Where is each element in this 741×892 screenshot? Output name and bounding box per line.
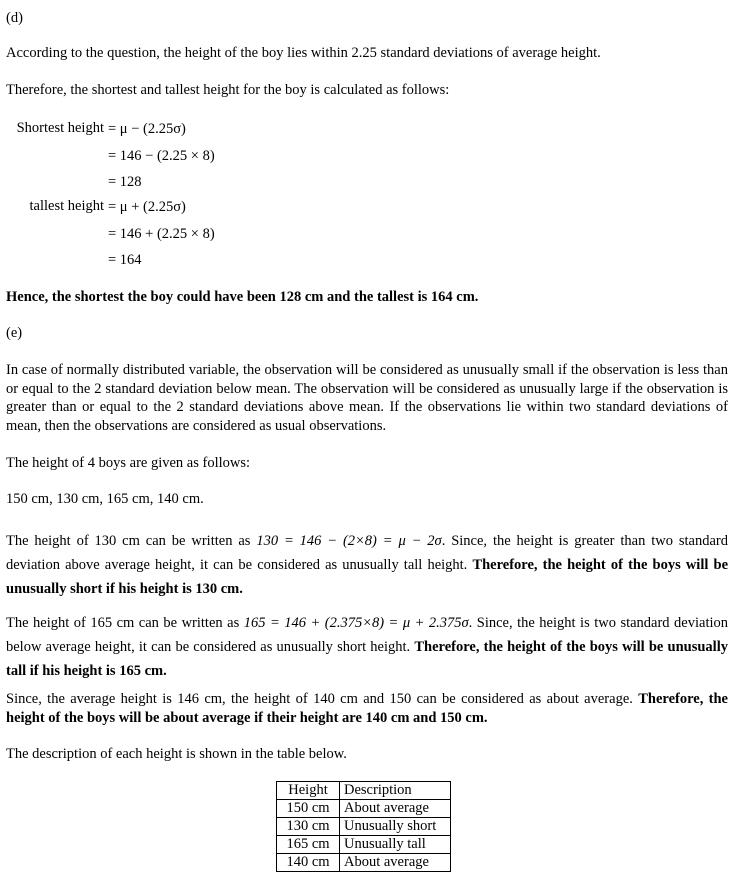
p130-rest: . Since, the height is greater than two standard deviation above average height, it can be considered as unusually tall height. (6, 533, 728, 573)
shortest-step-3: = 128 (108, 174, 142, 190)
tallest-step-1: = μ + (2.25σ) (108, 199, 186, 215)
table-cell-description: About average (340, 854, 451, 872)
table-row (277, 854, 451, 872)
table-row (277, 836, 451, 854)
table-header-row (277, 782, 451, 800)
table-cell-height: 150 cm (277, 800, 340, 818)
table-cell-height: 165 cm (277, 836, 340, 854)
tallest-step-3: = 164 (108, 252, 142, 268)
p-average-start: Since, the average height is 146 cm, the height of 140 cm and 150 can be considered as about average. (6, 691, 633, 707)
table-cell-description: Unusually short (340, 818, 451, 836)
table-cell-height: 130 cm (277, 818, 340, 836)
p165-equation: 165 = 146 + (2.375×8) = μ + 2.375σ (243, 615, 469, 631)
tallest-step-2: = 146 + (2.25 × 8) (108, 226, 215, 242)
header-description: Description (340, 782, 451, 800)
p130-conclusion: Therefore, the height of the boys will be unusually short if his height is 130 cm. (6, 557, 729, 597)
part-d-intro: According to the question, the height of the boy lies within 2.25 standard deviations of average height. (6, 45, 601, 61)
header-height: Height (277, 782, 340, 800)
part-e-given-heights: 150 cm, 130 cm, 165 cm, 140 cm. (6, 491, 204, 507)
height-description-table (276, 781, 451, 872)
p-average-conclusion: Therefore, the height of the boys will be about average if their height are 140 cm and 150 cm. (6, 691, 728, 726)
shortest-height-label: Shortest height (16, 120, 104, 136)
tallest-height-label: tallest height (29, 198, 104, 214)
table-cell-description: Unusually tall (340, 836, 451, 854)
p130-equation: 130 = 146 − (2×8) = μ − 2σ (256, 533, 442, 549)
part-e-table-intro: The description of each height is shown in the table below. (6, 746, 347, 762)
part-d-method: Therefore, the shortest and tallest height for the boy is calculated as follows: (6, 82, 450, 98)
part-d-label: (d) (6, 10, 23, 26)
shortest-step-2: = 146 − (2.25 × 8) (108, 148, 215, 164)
part-e-130-paragraph (6, 529, 728, 601)
p165-conclusion: Therefore, the height of the boys will be unusually tall if his height is 165 cm. (6, 639, 728, 679)
part-d-conclusion: Hence, the shortest the boy could have been 128 cm and the tallest is 164 cm. (6, 289, 479, 305)
part-e-definition: In case of normally distributed variable, the observation will be considered as unusually small if the observation is less than or equal to the 2 standard deviation below mean. The observation will be considered as unusually large if the observation is greater than or equal to the 2 standard deviations above mean. If the observations lie within two standard deviations of mean, then the observations are considered as usual observations. (6, 362, 728, 434)
shortest-step-1: = μ − (2.25σ) (108, 121, 186, 137)
p130-start: The height of 130 cm can be written as (6, 533, 251, 549)
table-row (277, 800, 451, 818)
part-e-165-paragraph (6, 611, 728, 683)
part-e-given-intro: The height of 4 boys are given as follows: (6, 455, 251, 471)
part-e-average-paragraph (6, 690, 728, 727)
p165-rest: . Since, the height is two standard deviation below average height, it can be considered as unusually short height. (6, 615, 729, 655)
table-cell-description: About average (340, 800, 451, 818)
table-cell-height: 140 cm (277, 854, 340, 872)
p165-start: The height of 165 cm can be written as (6, 615, 240, 631)
part-e-label: (e) (6, 325, 23, 341)
table-row (277, 818, 451, 836)
